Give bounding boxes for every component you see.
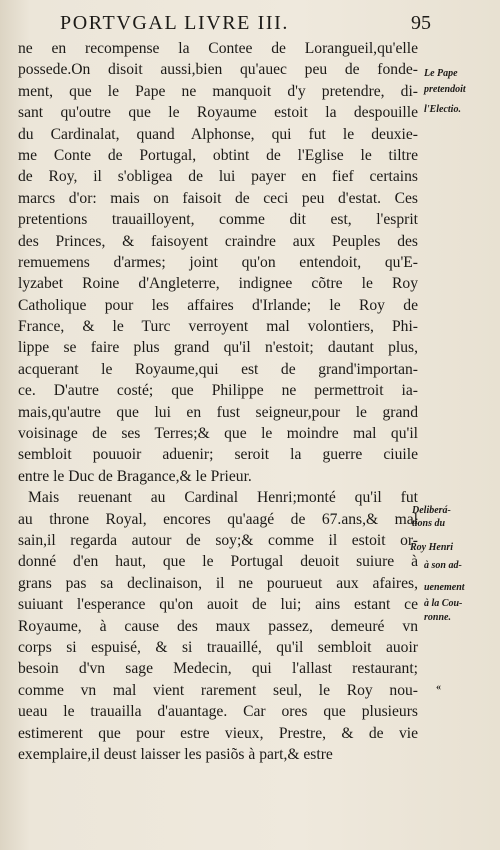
- text-line: voisinage de ses Terres;& que le moindre mal qu'il: [18, 425, 418, 443]
- body-text: [18, 38, 418, 765]
- margin-note: l'Electio.: [424, 104, 461, 115]
- text-line: Royaume, à cause des maux passez, demeuré vn: [18, 617, 418, 635]
- text-line: entre le Duc de Bragance,& le Prieur.: [18, 467, 252, 485]
- margin-note: tions du: [412, 518, 446, 529]
- running-title: PORTVGAL LIVRE III.: [60, 12, 289, 34]
- paragraph-start-line: Mais reuenant au Cardinal Henri;monté qu'il fut: [28, 489, 418, 507]
- text-line: ment, que le Pape ne manquoit d'y pretendre, di-: [18, 82, 418, 100]
- text-line: lippe se faire plus grand qu'il n'estoit; dautant plus,: [18, 339, 418, 357]
- text-line: sembloit pouuoir aduenir; seroit la guerre ciuile: [18, 446, 418, 464]
- margin-note: Roy Henri: [410, 542, 454, 553]
- text-line: pretentions trauailloyent, comme dit est, l'esprit: [18, 211, 418, 229]
- text-line: donné d'en haut, que le Portugal deuoit suiure à: [18, 553, 418, 571]
- page-number: 95: [411, 12, 431, 34]
- text-line: marcs d'or: mais on faisoit de ceci peu d'estat. Ces: [18, 189, 418, 207]
- text-line: Catholique pour les affaires d'Irlande; le Roy de: [18, 296, 418, 314]
- text-line: me Conte de Portugal, obtint de l'Eglise le tiltre: [18, 146, 418, 164]
- text-line: sain,il regarda autour de soy;& comme il estoit or-: [18, 531, 418, 549]
- text-line: du Cardinalat, quand Alphonse, qui fut le deuxie-: [18, 125, 418, 143]
- text-line: acquerant le Royaume,qui est de grand'importan-: [18, 360, 418, 378]
- page-header: [60, 6, 500, 38]
- text-line: au throne Royal, encores qu'aagé de 67.ans,& mal: [18, 510, 418, 528]
- text-line: exemplaire,il deust laisser les pasiõs à part,& estre: [18, 745, 333, 763]
- text-line: France, & le Turc verroyent mal volontiers, Phi-: [18, 318, 418, 336]
- text-line: ueau le trauailla d'auantage. Car ores que plusieurs: [18, 703, 418, 721]
- text-line: comme vn mal vient rarement seul, le Roy nou-: [18, 681, 418, 699]
- text-line: sant qu'outre que le Royaume estoit la despouille: [18, 104, 418, 122]
- margin-note: uenement: [424, 582, 465, 593]
- text-line: ce. D'autre costé; que Philippe ne permettroit ia-: [18, 382, 418, 400]
- text-line: des Princes, & faisoyent craindre aux Peuples des: [18, 232, 418, 250]
- margin-note: à la Cou-: [424, 598, 463, 609]
- margin-note: pretendoit: [424, 84, 466, 95]
- text-line: mais,qu'autre que lui en fust seigneur,pour le grand: [18, 403, 418, 421]
- text-line: estimerent que pour estre vieux, Prestre, & de vie: [18, 724, 418, 742]
- text-line: remuemens d'armes; joint qu'on entendoit, qu'E-: [18, 253, 418, 271]
- margin-note: Le Pape: [424, 68, 458, 79]
- margin-note: à son ad-: [424, 560, 462, 571]
- text-line: grans pas sa declinaison, il ne pourueut aux afaires,: [18, 574, 418, 592]
- margin-note: ronne.: [424, 612, 451, 623]
- text-line: lyzabet Roine d'Angleterre, indignee cõtre le Roy: [18, 275, 418, 293]
- margin-note-mark: «: [436, 682, 441, 693]
- margin-note: Deliberá-: [412, 505, 451, 516]
- text-line: suiuant l'esperance qu'on auoit de lui; ains estant ce: [18, 596, 418, 614]
- text-line: possede.On disoit aussi,bien qu'auec peu de fonde-: [18, 61, 418, 79]
- text-line: corps si espuisé, & si trauaillé, qu'il sembloit auoir: [18, 638, 418, 656]
- text-line: ne en recompense la Contee de Lorangueil,qu'elle: [18, 40, 418, 57]
- text-line: de Roy, il s'obligea de lui payer en fief certains: [18, 168, 418, 186]
- text-line: besoin d'vn sage Medecin, qui l'allast restaurant;: [18, 660, 418, 678]
